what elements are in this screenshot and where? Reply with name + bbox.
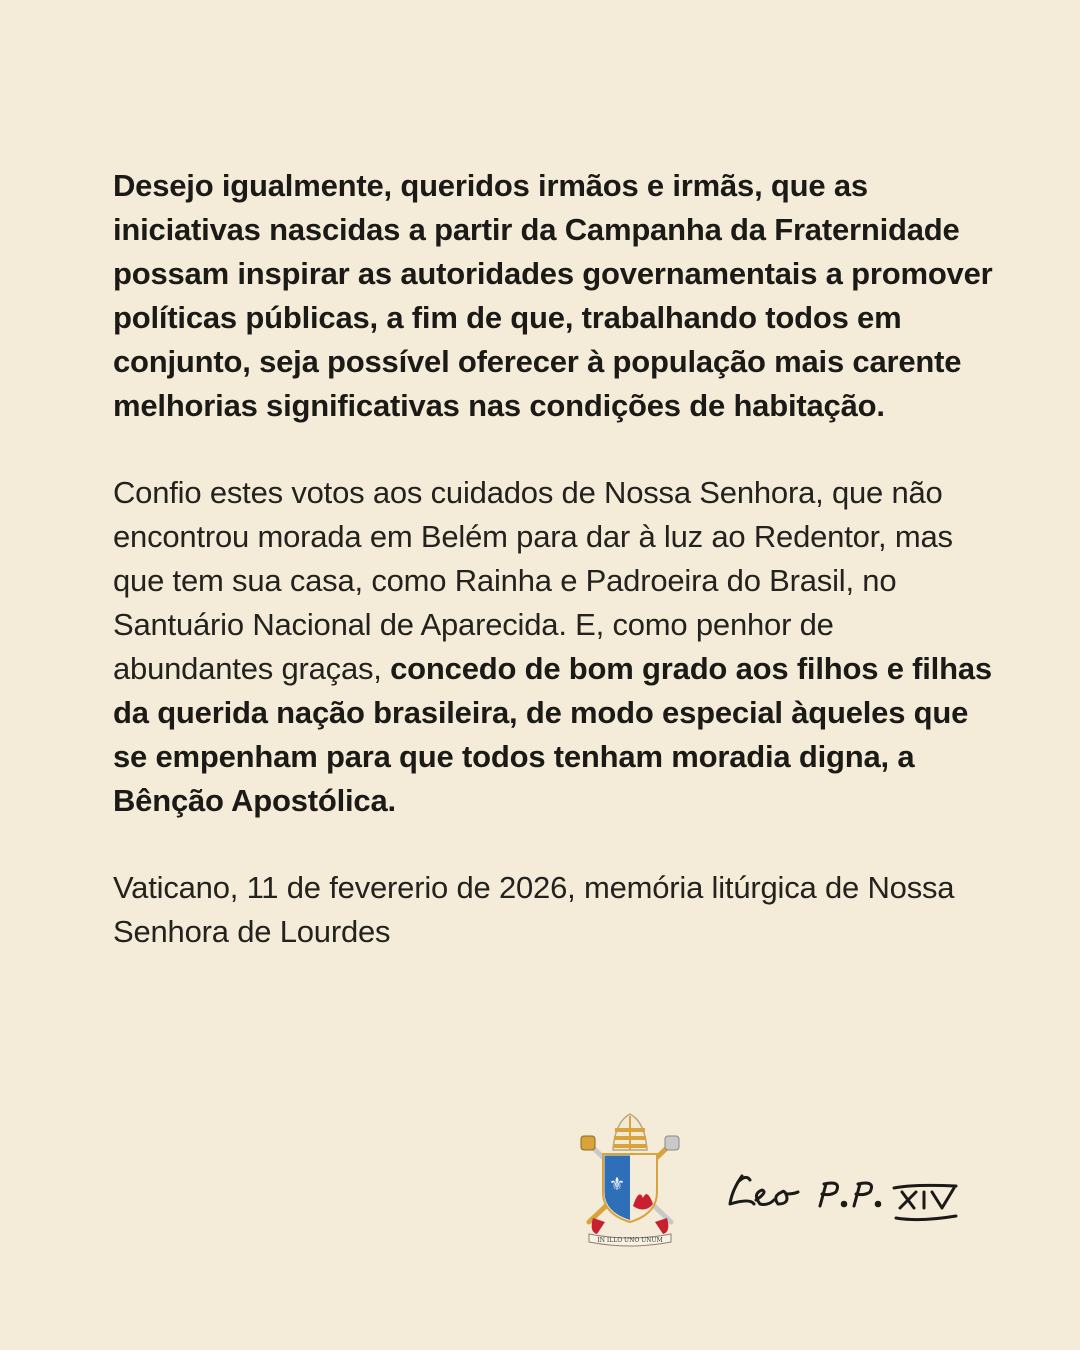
paragraph-blessing-regular: Confio estes votos aos cuidados de Nossa Senhora, que não encontrou morada em Belém para dar à luz ao Redentor, mas que tem sua casa, como Rainha e Padroeira do Brasil, no Santuário Nacional de Aparecida. E, como penhor de abundantes graças, [113, 475, 953, 686]
letter-body [113, 164, 993, 954]
handwritten-signature [720, 1160, 970, 1240]
paragraph-request: Desejo igualmente, queridos irmãos e irmãs, que as iniciativas nascidas a partir da Campanha da Fraternidade possam inspirar as autoridades governamentais a promover políticas públicas, a fim de que, trabalhando todos em conjunto, seja possível oferecer à população mais carente melhorias significativas nas condições de habitação. [113, 168, 993, 423]
paragraph-blessing [113, 471, 993, 823]
paragraph-blessing-bold: concedo de bom grado aos filhos e filhas da querida nação brasileira, de modo especial àqueles que se empenham para que todos tenham moradia digna, a Bênção Apostólica. [113, 651, 992, 818]
motto-text: IN ILLO UNO UNUM [597, 1237, 663, 1244]
mitre-icon [613, 1114, 647, 1150]
signature-text: Leo P.P. XIV [720, 1238, 726, 1239]
dateline: Vaticano, 11 de fevererio de 2026, memória litúrgica de Nossa Senhora de Lourdes [113, 870, 955, 949]
motto-scroll [589, 1234, 671, 1246]
signature-block [575, 1110, 995, 1250]
svg-text:⚜: ⚜ [608, 1174, 626, 1195]
papal-coat-of-arms-icon [575, 1110, 685, 1248]
shield-icon [603, 1154, 657, 1222]
